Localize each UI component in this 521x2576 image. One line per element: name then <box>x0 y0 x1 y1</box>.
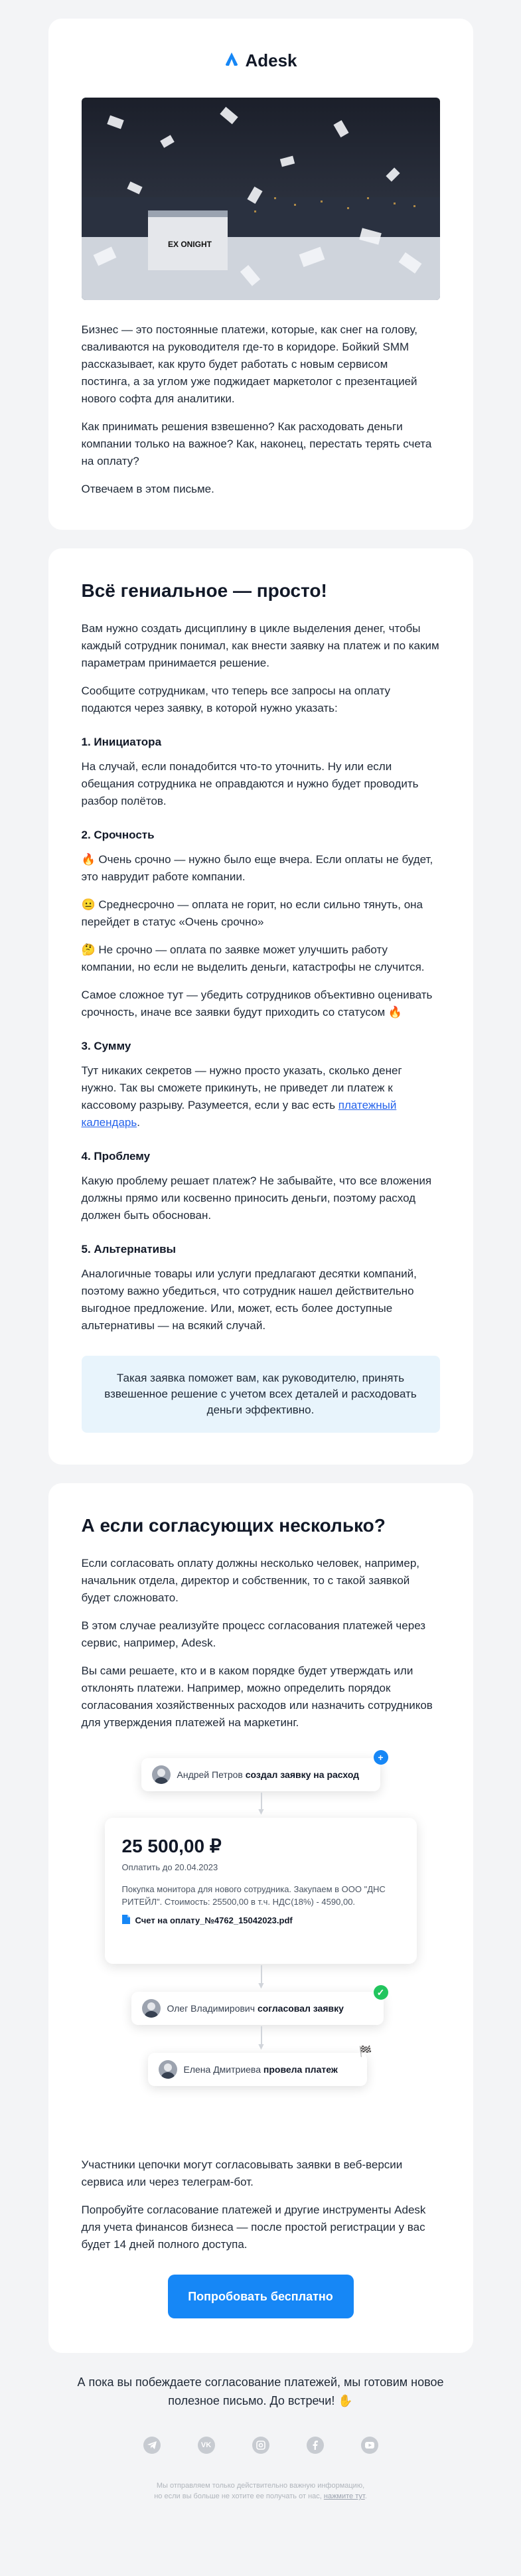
amount-text: Тут никаких секретов — нужно просто указать, сколько денег нужно. Так вы сможете прикинуть, не приведет ли платеж к кассовому разрыву. Разумеется, если у вас есть <box>81 1064 402 1111</box>
subheading-problem: 4. Проблему <box>81 1150 151 1163</box>
avatar <box>142 1999 161 2018</box>
step-text <box>177 1769 360 1780</box>
invoice-file-name: Счет на оплату_№4762_15042023.pdf <box>135 1915 293 1925</box>
paragraph: Сообщите сотрудникам, что теперь все запросы на оплату подаются через заявку, в которой нужно указать: <box>81 684 391 714</box>
hero-sign-text: EX ONIGHT <box>167 240 212 249</box>
vk-icon[interactable]: VK <box>198 2437 215 2454</box>
brand-logo[interactable] <box>82 50 440 71</box>
paragraph: Вы сами решаете, кто и в каком порядке будет утверждать или отклонять платежи. Например, можно определить порядок согласования хозяйственных расходов или назначить сотрудников для утверждения платежей на маркетинг. <box>81 1664 433 1729</box>
request-card <box>48 548 473 1465</box>
document-icon <box>122 1915 130 1926</box>
step-text <box>184 2064 338 2075</box>
intro-paragraph-1: Бизнес — это постоянные платежи, которые, как снег на голову, сваливаются на руководителя где-то в коридоре. Бойкий SMM рассказывает, как круто будет работать с новым сервисом постинга, а за углом уже поджидает маркетолог с презентацией нового софта для аналитики. <box>81 323 418 405</box>
invoice-due-date: Оплатить до 20.04.2023 <box>121 1862 218 1872</box>
social-links <box>48 2437 473 2454</box>
facebook-icon[interactable] <box>307 2437 324 2454</box>
adesk-logo-icon <box>224 51 240 70</box>
invoice-description: Покупка монитора для нового сотрудника. Закупаем в ООО "ДНС РИТЕЙЛ". Стоимость: 25500,00 в т.ч. НДС(18%) - 4590,00. <box>121 1884 386 1907</box>
try-free-button[interactable]: Попробовать бесплатно <box>168 2275 354 2318</box>
approval-flow-illustration <box>82 1752 440 2130</box>
step-person-name: Андрей Петров <box>177 1769 243 1780</box>
unsubscribe-notice <box>48 2480 473 2502</box>
callout-box: Такая заявка поможет вам, как руководителю, принять взвешенное решение с учетом всех деталей и расходовать деньги эффективно. <box>82 1356 440 1433</box>
paragraph <box>82 1062 440 1131</box>
paragraph: Какую проблему решает платеж? Не забывайте, что все вложения должны прямо или косвенно приносить деньги, поэтому расход должен быть обоснован. <box>81 1174 432 1222</box>
approvers-card <box>48 1483 473 2353</box>
plus-icon: + <box>374 1750 388 1765</box>
intro-paragraph-2: Как принимать решения взвешенно? Как расходовать деньги компании только на важное? Как, наконец, перестать терять счета на оплату? <box>81 420 432 467</box>
closing-text: А пока вы побеждаете согласование платежей, мы готовим новое полезное письмо. До встречи! ✋ <box>77 2375 444 2407</box>
step-person-name: Олег Владимирович <box>167 2003 256 2014</box>
finish-flag-icon: 🏁 <box>358 2046 372 2057</box>
subheading-initiator: 1. Инициатора <box>81 736 162 748</box>
section-title: Всё гениальное — просто! <box>81 580 327 601</box>
amount-text-end: . <box>137 1116 140 1129</box>
flow-step-approved <box>131 1992 384 2025</box>
unsubscribe-link[interactable]: нажмите тут <box>323 2492 365 2500</box>
fine-print <box>48 2491 473 2502</box>
intro-card <box>48 19 473 530</box>
arrow-down-icon: ▼ <box>256 1980 266 1990</box>
urgency-very-urgent: 🔥 Очень срочно — нужно было еще вчера. Если оплаты не будет, это наврудит работе компании. <box>81 853 433 883</box>
fine-print: Мы отправляем только действительно важную информацию, <box>156 2482 365 2490</box>
flow-step-paid <box>148 2053 367 2086</box>
paragraph: Аналогичные товары или услуги предлагают десятки компаний, поэтому важно убедиться, что сотрудник нашел действительно выгодное предложение. Или, может, есть более доступные альтернативы — на всякий случай. <box>81 1267 417 1332</box>
paragraph: На случай, если понадобится что-то уточнить. Ну или если обещания сотрудника не оправдаются и нужно будет проводить разбор полётов. <box>81 760 419 807</box>
hero-image <box>82 98 440 300</box>
invoice-card <box>105 1818 417 1964</box>
intro-paragraph-3: Отвечаем в этом письме. <box>81 483 214 495</box>
paragraph: Если согласовать оплату должны несколько человек, например, начальник отдела, директор и собственник, то с такой заявкой будет сложновато. <box>81 1557 419 1604</box>
checkmark-icon: ✓ <box>374 1985 388 2000</box>
step-person-name: Елена Дмитриева <box>183 2064 261 2075</box>
telegram-icon[interactable] <box>143 2437 161 2454</box>
fine-print-end: . <box>364 2492 367 2500</box>
paragraph: Участники цепочки могут согласовывать заявки в веб-версии сервиса или через телеграм-бот. <box>81 2158 403 2188</box>
invoice-file <box>122 1915 400 1926</box>
section-title: А если согласующих несколько? <box>81 1515 386 1536</box>
urgency-not-urgent: 🤔 Не срочно — оплата по заявке может улучшить работу компании, но если не выделить деньги, катастрофы не случится. <box>81 943 425 973</box>
paragraph: Попробуйте согласование платежей и другие инструменты Adesk для учета финансов бизнеса — после простой регистрации у вас будет 14 дней полного доступа. <box>81 2204 426 2251</box>
subheading-amount: 3. Сумму <box>81 1040 131 1052</box>
step-action: провела платеж <box>263 2064 338 2075</box>
paragraph: Вам нужно создать дисциплину в цикле выделения денег, чтобы каждый сотрудник понимал, как внести заявку на платеж и по каким параметрам принимается решение. <box>81 622 439 669</box>
avatar <box>152 1765 171 1784</box>
instagram-icon[interactable] <box>252 2437 269 2454</box>
payment-calendar-link[interactable]: платежный календарь <box>81 1099 397 1129</box>
subheading-urgency: 2. Срочность <box>81 829 155 841</box>
step-action: согласовал заявку <box>257 2003 344 2014</box>
step-action: создал заявку на расход <box>245 1769 360 1780</box>
invoice-amount: 25 500,00 ₽ <box>121 1836 222 1856</box>
brand-name: Adesk <box>245 50 297 70</box>
youtube-icon[interactable] <box>361 2437 378 2454</box>
step-text <box>167 2003 344 2014</box>
avatar <box>159 2060 177 2079</box>
paragraph: Самое сложное тут — убедить сотрудников объективно оценивать срочность, иначе все заявки будут приходить со статусом 🔥 <box>81 989 433 1018</box>
arrow-down-icon: ▼ <box>256 1806 266 1816</box>
subheading-alternatives: 5. Альтернативы <box>81 1243 177 1255</box>
arrow-down-icon: ▼ <box>256 2041 266 2052</box>
fine-print-text: но если вы больше не хотите ее получать от нас, <box>154 2492 324 2500</box>
urgency-medium: 😐 Среднесрочно — оплата не горит, но если сильно тянуть, она перейдет в статус «Очень срочно» <box>81 898 423 928</box>
flow-step-created <box>141 1758 380 1791</box>
paragraph: В этом случае реализуйте процесс согласования платежей через сервис, например, Adesk. <box>81 1619 426 1649</box>
